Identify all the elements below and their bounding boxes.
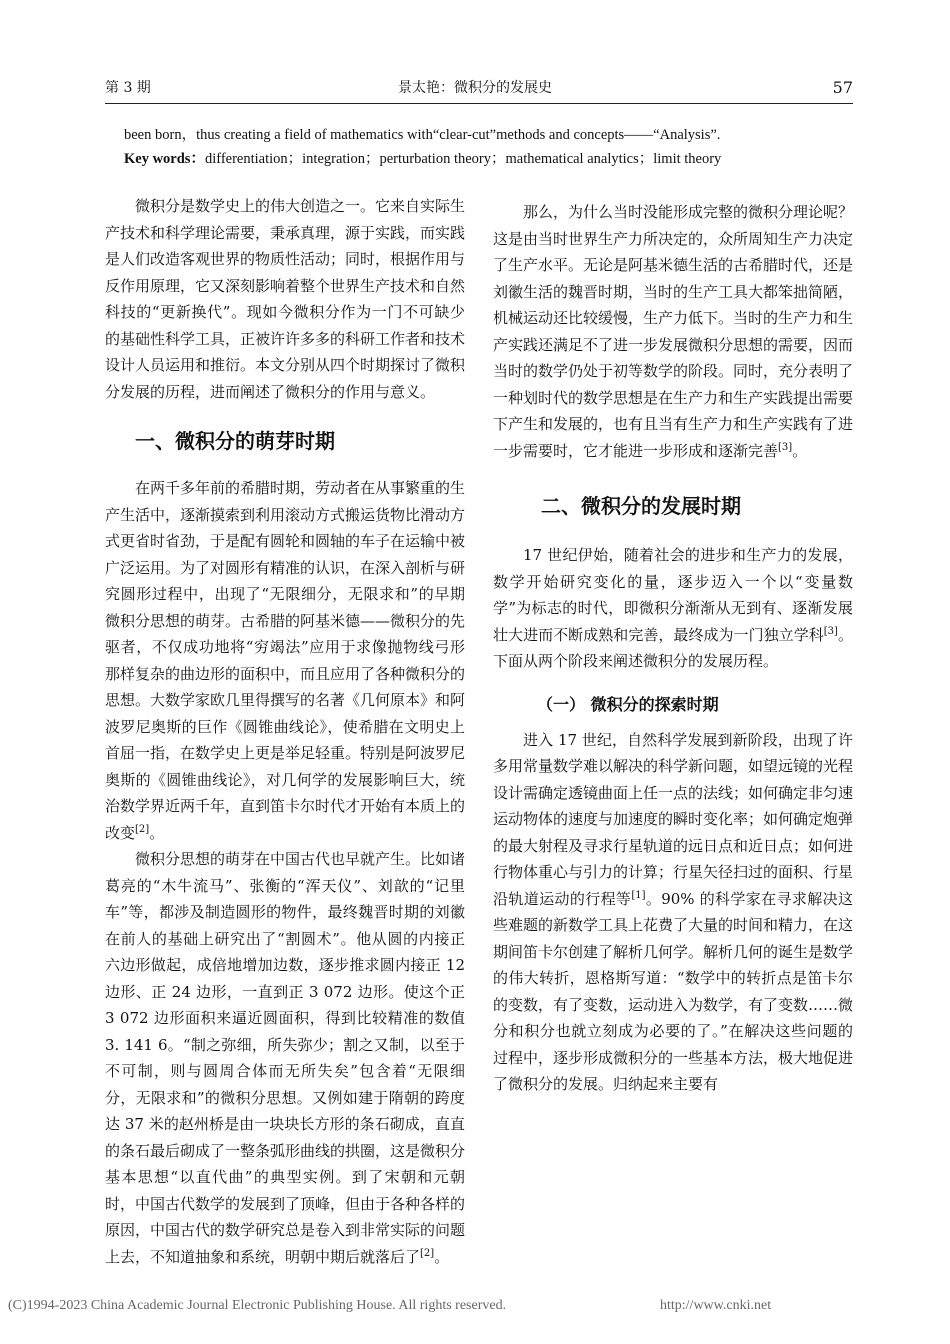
paragraph-text: 微积分思想的萌芽在中国古代也早就产生。比如诸葛亮的“木牛流马”、张衡的“浑天仪”、刘歆的“记里车”等，都涉及制造圆形的物件，最终魏晋时期的刘徽在前人的基础上研究出了“割圆术”。他从圆的内接正六边形做起，成倍地增加边数，逐步推求圆内接正 12 边形、正 24 边形，一直到正 3 072 边形。使这个正 3 072 边形面积来逼近圆面积，得到比较精准的数值 3. 141 6。“制之弥细，所失弥少；割之又制，以至于不可制，则与圆周合体而无所失矣”包含着“无限细分，无限求和”的微积分思想。又例如建于隋朝的跨度达 37 米的赵州桥是由一块块长方形的条石砌成，直直的条石最后砌成了一整条弧形曲线的拱圈，这是微积分基本思想“以直代曲”的典型实例。到了宋朝和元朝时，中国古代数学的发展到了顶峰，但由于各种各样的原因，中国古代的数学研究总是卷入到非常实际的问题上去，不知道抽象和系统，明朝中期后就落后了	[105, 850, 466, 1266]
section-1-paragraph-2	[105, 846, 465, 1270]
section-1-heading: 一、微积分的萌芽时期	[135, 429, 335, 453]
intro-paragraph: 微积分是数学史上的伟大创造之一。它来自实际生产技术和科学理论需要，秉承真理，源于实践，而实践是人们改造客观世界的物质性活动；同时，根据作用与反作用原理，它又深刻影响着整个世界生产技术和自然科技的“更新换代”。现如今微积分作为一门不可缺少的基础性科学工具，正被许许多多的科研工作者和技术设计人员运用和推衍。本文分别从四个时期探讨了微积分发展的历程，进而阐述了微积分的作用与意义。	[105, 197, 466, 401]
section-1-paragraph-1	[105, 475, 465, 846]
paragraph-text: 那么，为什么当时没能形成完整的微积分理论呢？这是由当时世界生产力所决定的，众所周知生产力决定了生产水平。无论是阿基米德生活的古希腊时代，还是刘徽生活的魏晋时期，当时的生产工具大都笨拙简陋，机械运动还比较缓慢，生产力低下。当时的生产力和生产实践还满足不了进一步发展微积分思想的需要，因而当时的数学仍处于初等数学的阶段。同时，充分表明了一种划时代的数学思想是在生产力和生产实践提出需要下产生和发展的，也有且当有生产力和生产实践有了进一步需要时，它才能进一步形成和逐渐完善	[493, 203, 854, 460]
running-header-title: 景太艳：微积分的发展史	[398, 80, 552, 96]
header-rule	[105, 103, 853, 104]
paragraph-end: 。	[149, 823, 165, 842]
citation-ref[interactable]: [3]	[823, 625, 838, 637]
paragraph-end: 。	[792, 441, 808, 460]
paragraph-end: 。下面从两个阶段来阐述微积分的发展历程。	[493, 625, 853, 670]
page-number: 57	[832, 78, 853, 97]
citation-ref[interactable]: [3]	[778, 441, 793, 453]
abstract-line: been born，thus creating a field of mathematics with“clear-cut”methods and concepts——“Analysis”.	[124, 127, 721, 143]
section-2-paragraph-2	[493, 727, 853, 1098]
left-column	[105, 193, 465, 1270]
subsection-1-heading: （一） 微积分的探索时期	[537, 694, 719, 714]
citation-ref[interactable]: [2]	[420, 1247, 435, 1259]
citation-ref[interactable]: [1]	[631, 889, 646, 901]
keywords-label: Key words：	[124, 151, 205, 167]
paragraph-text: 17 世纪伊始，随着社会的进步和生产力的发展，数学开始研究变化的量，逐步迈入一个以“变量数学”为标志的时代，即微积分渐渐从无到有、逐渐发展壮大进而不断成熟和完善，最终成为一门独立学科	[493, 546, 853, 644]
paragraph-text: 进入 17 世纪，自然科学发展到新阶段，出现了许多用常量数学难以解决的科学新问题，如望远镜的光程设计需确定透镜曲面上任一点的法线；如何确定非匀速运动物体的速度与加速度的瞬时变化率；如何确定炮弹的最大射程及寻求行星轨道的远日点和近日点；如何进行物体重心与引力的计算；行星矢径扫过的面积、行星沿轨道运动的行程等	[493, 730, 854, 908]
paragraph-text: 在两千多年前的希腊时期，劳动者在从事繁重的生产生活中，逐渐摸索到利用滚动方式搬运货物比滑动方式更省时省劲，于是配有圆轮和圆轴的车子在运输中被广泛运用。为了对圆形有精准的认识，在深入剖析与研究圆形过程中，出现了“无限细分，无限求和”的早期微积分思想的萌芽。古希腊的阿基米德——微积分的先驱者，不仅成功地将“穷竭法”应用于求像抛物线弓形那样复杂的曲边形的面积中，而且应用了各种微积分的思想。大数学家欧几里得撰写的名著《几何原本》和阿波罗尼奥斯的巨作《圆锥曲线论》，使希腊在文明史上首屈一指，在数学史上更是举足轻重。特别是阿波罗尼奥斯的《圆锥曲线论》，对几何学的发展影响巨大，统治数学界近两千年，直到笛卡尔时代才开始有本质上的改变	[105, 479, 466, 842]
copyright-notice: (C)1994-2023 China Academic Journal Electronic Publishing House. All rights reserved.	[8, 1298, 507, 1313]
citation-ref[interactable]: [2]	[135, 823, 150, 835]
section-2-heading: 二、微积分的发展时期	[541, 494, 741, 518]
section-2-paragraph-1	[493, 542, 853, 675]
keywords-line	[124, 149, 844, 169]
paragraph-end: 。	[434, 1247, 450, 1266]
cnki-link[interactable]: http://www.cnki.net	[660, 1298, 772, 1313]
running-header-issue: 第 3 期	[105, 80, 151, 96]
keywords-text: differentiation；integration；perturbation theory；mathematical analytics；limit theory	[204, 151, 722, 167]
right-column	[493, 193, 853, 1098]
paragraph-text-cont: 。90% 的科学家在寻求解决这些难题的新数学工具上花费了大量的时间和精力，在这期间笛卡尔创建了解析几何学。解析几何的诞生是数学的伟大转折，恩格斯写道：“数学中的转折点是笛卡尔的变数，有了变数，运动进入为数学，有了变数……微分和积分也就立刻成为必要的了。”在解决这些问题的过程中，逐步形成微积分的一些基本方法，极大地促进了微积分的发展。归纳起来主要有	[493, 889, 854, 1093]
section-1-paragraph-3	[493, 199, 853, 464]
